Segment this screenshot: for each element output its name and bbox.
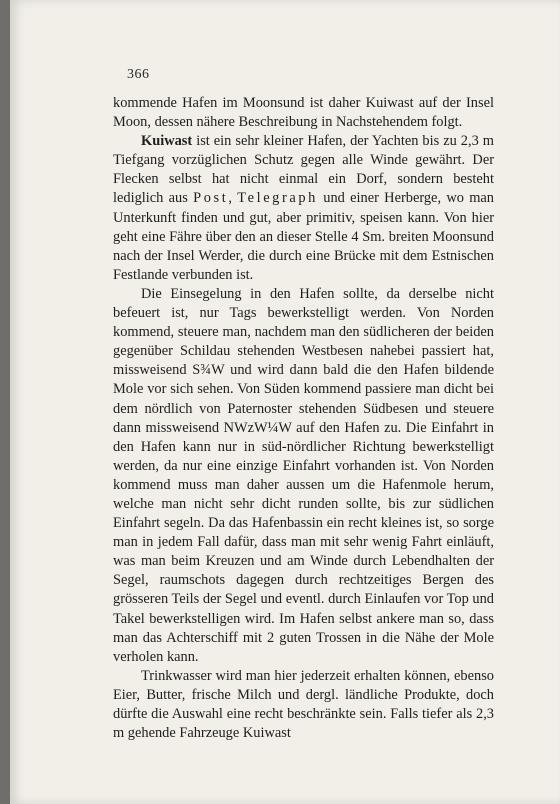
place-name-kuiwast: Kuiwast (141, 133, 193, 150)
paragraph-2-text-b: , (228, 190, 238, 207)
paragraph-2 (113, 132, 494, 285)
paragraph-1: kommende Hafen im Moonsund ist daher Kuiwast auf der Insel Moon, dessen nähere Beschreibung in Nachstehendem folgt. (113, 95, 494, 131)
paragraph-3: Die Einsegelung in den Hafen sollte, da derselbe nicht befeuert ist, nur Tags bewerkstelligt werden. Von Norden kommend, steuere man, nachdem man den südlicheren der beiden gegenüber Schildau stehenden Westbesen nahebei passiert hat, missweisend S¾W und wird dann bald die den Hafen bildende Mole vor sich sehen. Von Süden kommend passiere man dicht bei dem nördlich von Paternoster stehenden Südbesen und steuere dann missweisend NWzW¼W auf den Hafen zu. Die Einfahrt in den Hafen kann nur in süd-nördlicher Richtung bewerkstelligt werden, da nur eine einzige Einfahrt vorhanden ist. Von Norden kommend muss man daher aussen um die Hafenmole herum, welche man nicht sehr dicht runden sollte, bis zur südlichen Einfahrt segeln. Da das Hafenbassin ein recht kleines ist, so sorge man in jedem Fall dafür, dass man mit sehr wenig Fahrt einläuft, was man beim Kreuzen und am Winde durch Lebendhalten der Segel, raumschots dagegen durch rechtzeitiges Bergen des grösseren Teils der Segel und eventl. durch Einlaufen vor Top und Takel bewerkstelligen wird. Im Hafen selbst ankere man so, dass man das Achterschiff mit 2 guten Trossen in die Nähe der Mole verholen kann. (113, 285, 494, 665)
book-page (10, 0, 560, 804)
page-number: 366 (127, 67, 150, 82)
body-text (113, 94, 494, 743)
paragraph-2-text-c: und einer Herberge, wo man Unterkunft finden und gut, aber primitiv, speisen kann. Von hier geht eine Fähre über den an dieser Stelle 4 Sm. breiten Moonsund nach der Insel Werder, die durch eine Brücke mit dem Estnischen Festlande verbunden ist. (113, 190, 494, 283)
spaced-word-post: Post (193, 190, 229, 207)
paragraph-2-text-a: ist ein sehr kleiner Hafen, der Yachten bis zu 2,3 m Tiefgang vorzüglichen Schutz gegen alle Winde gewährt. Der Flecken selbst hat nicht einmal ein Dorf, sondern besteht lediglich aus (113, 133, 494, 207)
spaced-word-telegraph: Telegraph (237, 190, 318, 207)
paragraph-4: Trinkwasser wird man hier jederzeit erhalten können, ebenso Eier, Butter, frische Milch und dergl. ländliche Produkte, doch dürfte die Auswahl eine recht beschränkte sein. Falls tiefer als 2,3 m gehende Fahrzeuge Kuiwast (113, 667, 494, 742)
